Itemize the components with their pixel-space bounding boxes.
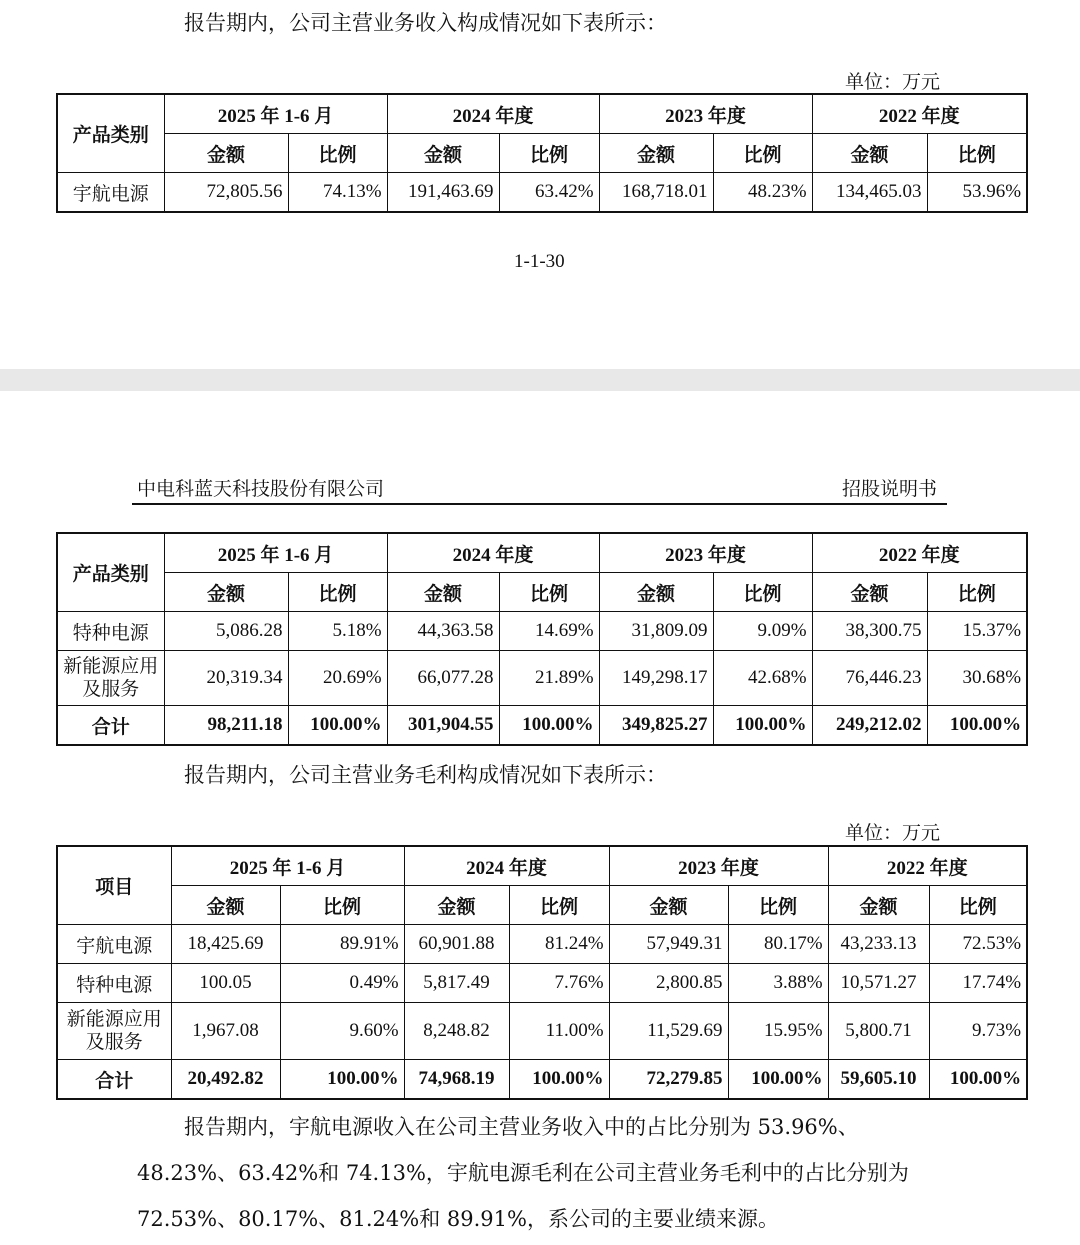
amount-header: 金额 bbox=[599, 573, 713, 612]
cell-value: 10,571.27 bbox=[828, 964, 929, 1003]
total-label: 合计 bbox=[57, 706, 164, 746]
amount-header: 金额 bbox=[812, 573, 927, 612]
table-row bbox=[57, 612, 1027, 651]
cell-value: 0.49% bbox=[280, 964, 404, 1003]
table-row bbox=[57, 1003, 1027, 1060]
amount-header: 金额 bbox=[164, 573, 288, 612]
row-label: 宇航电源 bbox=[57, 925, 171, 964]
item-header: 项目 bbox=[57, 846, 171, 925]
cell-value: 53.96% bbox=[927, 173, 1027, 213]
cell-value: 15.37% bbox=[927, 612, 1027, 651]
ratio-header: 比例 bbox=[713, 573, 812, 612]
row-label: 特种电源 bbox=[57, 964, 171, 1003]
cell-value: 100.00% bbox=[713, 706, 812, 746]
page-separator bbox=[0, 369, 1080, 391]
period-header-2023: 2023 年度 bbox=[599, 94, 812, 134]
ratio-header: 比例 bbox=[713, 134, 812, 173]
cell-value: 11.00% bbox=[509, 1003, 609, 1060]
amount-header: 金额 bbox=[404, 886, 509, 925]
cell-value: 63.42% bbox=[499, 173, 599, 213]
ratio-header: 比例 bbox=[499, 134, 599, 173]
category-header: 产品类别 bbox=[57, 533, 164, 612]
period-header-2025h1: 2025 年 1-6 月 bbox=[164, 533, 387, 573]
cell-value: 30.68% bbox=[927, 651, 1027, 706]
ratio-header: 比例 bbox=[288, 573, 387, 612]
cell-value: 44,363.58 bbox=[387, 612, 499, 651]
cell-value: 48.23% bbox=[713, 173, 812, 213]
cell-value: 5.18% bbox=[288, 612, 387, 651]
cell-value: 59,605.10 bbox=[828, 1060, 929, 1100]
ratio-header: 比例 bbox=[728, 886, 828, 925]
cell-value: 80.17% bbox=[728, 925, 828, 964]
cell-value: 2,800.85 bbox=[609, 964, 728, 1003]
amount-header: 金额 bbox=[387, 573, 499, 612]
cell-value: 100.00% bbox=[288, 706, 387, 746]
gross-profit-table bbox=[56, 845, 1028, 1100]
cell-value: 9.09% bbox=[713, 612, 812, 651]
cell-value: 100.00% bbox=[509, 1060, 609, 1100]
cell-value: 349,825.27 bbox=[599, 706, 713, 746]
table-row bbox=[57, 173, 1027, 213]
row-label: 新能源应用及服务 bbox=[57, 651, 164, 706]
intro-revenue-text: 报告期内，公司主营业务收入构成情况如下表所示： bbox=[184, 11, 667, 35]
cell-value: 15.95% bbox=[728, 1003, 828, 1060]
conclusion-line-3: 72.53%、80.17%、81.24%和 89.91%，系公司的主要业绩来源。 bbox=[137, 1207, 779, 1231]
unit-label: 单位：万元 bbox=[845, 71, 941, 93]
cell-value: 20.69% bbox=[288, 651, 387, 706]
table-row bbox=[57, 651, 1027, 706]
cell-value: 100.00% bbox=[499, 706, 599, 746]
cell-value: 57,949.31 bbox=[609, 925, 728, 964]
company-name: 中电科蓝天科技股份有限公司 bbox=[137, 478, 385, 500]
amount-header: 金额 bbox=[387, 134, 499, 173]
period-header-2024: 2024 年度 bbox=[387, 94, 599, 134]
cell-value: 9.73% bbox=[929, 1003, 1027, 1060]
revenue-table-part2 bbox=[56, 532, 1028, 746]
cell-value: 191,463.69 bbox=[387, 173, 499, 213]
cell-value: 5,086.28 bbox=[164, 612, 288, 651]
ratio-header: 比例 bbox=[288, 134, 387, 173]
total-row bbox=[57, 1060, 1027, 1100]
period-header-2024: 2024 年度 bbox=[404, 846, 609, 886]
unit-label: 单位：万元 bbox=[845, 822, 941, 844]
document-type: 招股说明书 bbox=[842, 478, 938, 500]
row-label: 特种电源 bbox=[57, 612, 164, 651]
cell-value: 149,298.17 bbox=[599, 651, 713, 706]
total-label: 合计 bbox=[57, 1060, 171, 1100]
cell-value: 20,319.34 bbox=[164, 651, 288, 706]
page-number: 1-1-30 bbox=[514, 251, 565, 272]
cell-value: 66,077.28 bbox=[387, 651, 499, 706]
cell-value: 168,718.01 bbox=[599, 173, 713, 213]
cell-value: 100.00% bbox=[280, 1060, 404, 1100]
cell-value: 76,446.23 bbox=[812, 651, 927, 706]
table-row bbox=[57, 925, 1027, 964]
cell-value: 38,300.75 bbox=[812, 612, 927, 651]
cell-value: 17.74% bbox=[929, 964, 1027, 1003]
revenue-table-part1 bbox=[56, 93, 1028, 213]
amount-header: 金额 bbox=[812, 134, 927, 173]
ratio-header: 比例 bbox=[927, 573, 1027, 612]
cell-value: 1,967.08 bbox=[171, 1003, 280, 1060]
cell-value: 9.60% bbox=[280, 1003, 404, 1060]
cell-value: 72.53% bbox=[929, 925, 1027, 964]
cell-value: 5,817.49 bbox=[404, 964, 509, 1003]
cell-value: 14.69% bbox=[499, 612, 599, 651]
ratio-header: 比例 bbox=[927, 134, 1027, 173]
cell-value: 100.05 bbox=[171, 964, 280, 1003]
cell-value: 72,805.56 bbox=[164, 173, 288, 213]
amount-header: 金额 bbox=[609, 886, 728, 925]
cell-value: 100.00% bbox=[728, 1060, 828, 1100]
amount-header: 金额 bbox=[599, 134, 713, 173]
period-header-2022: 2022 年度 bbox=[812, 94, 1027, 134]
cell-value: 98,211.18 bbox=[164, 706, 288, 746]
cell-value: 5,800.71 bbox=[828, 1003, 929, 1060]
period-header-2025h1: 2025 年 1-6 月 bbox=[171, 846, 404, 886]
period-header-2025h1: 2025 年 1-6 月 bbox=[164, 94, 387, 134]
period-header-2022: 2022 年度 bbox=[828, 846, 1027, 886]
cell-value: 11,529.69 bbox=[609, 1003, 728, 1060]
cell-value: 20,492.82 bbox=[171, 1060, 280, 1100]
cell-value: 74,968.19 bbox=[404, 1060, 509, 1100]
cell-value: 60,901.88 bbox=[404, 925, 509, 964]
cell-value: 3.88% bbox=[728, 964, 828, 1003]
cell-value: 249,212.02 bbox=[812, 706, 927, 746]
cell-value: 74.13% bbox=[288, 173, 387, 213]
cell-value: 134,465.03 bbox=[812, 173, 927, 213]
amount-header: 金额 bbox=[164, 134, 288, 173]
conclusion-line-2: 48.23%、63.42%和 74.13%，宇航电源毛利在公司主营业务毛利中的占比分别为 bbox=[137, 1161, 909, 1185]
total-row bbox=[57, 706, 1027, 746]
ratio-header: 比例 bbox=[280, 886, 404, 925]
amount-header: 金额 bbox=[828, 886, 929, 925]
cell-value: 72,279.85 bbox=[609, 1060, 728, 1100]
cell-value: 8,248.82 bbox=[404, 1003, 509, 1060]
period-header-2023: 2023 年度 bbox=[599, 533, 812, 573]
cell-value: 100.00% bbox=[927, 706, 1027, 746]
cell-value: 100.00% bbox=[929, 1060, 1027, 1100]
cell-value: 18,425.69 bbox=[171, 925, 280, 964]
cell-value: 21.89% bbox=[499, 651, 599, 706]
conclusion-line-1: 报告期内，宇航电源收入在公司主营业务收入中的占比分别为 53.96%、 bbox=[184, 1115, 859, 1139]
table-row bbox=[57, 964, 1027, 1003]
cell-value: 301,904.55 bbox=[387, 706, 499, 746]
row-label: 宇航电源 bbox=[57, 173, 164, 213]
period-header-2022: 2022 年度 bbox=[812, 533, 1027, 573]
period-header-2023: 2023 年度 bbox=[609, 846, 828, 886]
ratio-header: 比例 bbox=[929, 886, 1027, 925]
cell-value: 31,809.09 bbox=[599, 612, 713, 651]
ratio-header: 比例 bbox=[499, 573, 599, 612]
period-header-2024: 2024 年度 bbox=[387, 533, 599, 573]
cell-value: 81.24% bbox=[509, 925, 609, 964]
cell-value: 42.68% bbox=[713, 651, 812, 706]
ratio-header: 比例 bbox=[509, 886, 609, 925]
row-label: 新能源应用及服务 bbox=[57, 1003, 171, 1060]
cell-value: 7.76% bbox=[509, 964, 609, 1003]
header-rule bbox=[132, 503, 947, 505]
category-header: 产品类别 bbox=[57, 94, 164, 173]
cell-value: 89.91% bbox=[280, 925, 404, 964]
intro-gross-profit-text: 报告期内，公司主营业务毛利构成情况如下表所示： bbox=[184, 763, 667, 787]
amount-header: 金额 bbox=[171, 886, 280, 925]
cell-value: 43,233.13 bbox=[828, 925, 929, 964]
